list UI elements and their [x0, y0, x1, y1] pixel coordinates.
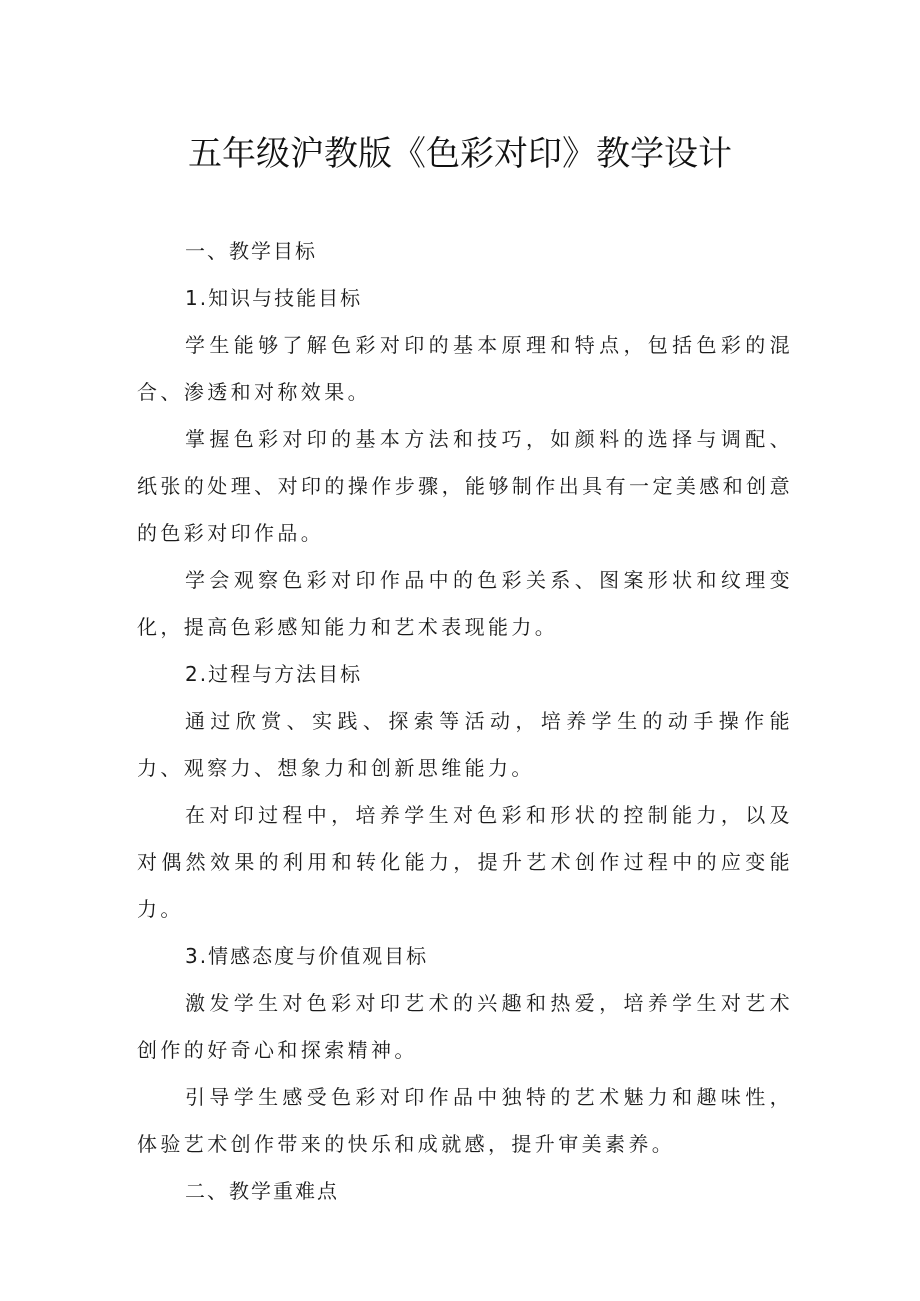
- section-heading-objectives: 一、教学目标: [185, 239, 317, 263]
- paragraph: 掌握色彩对印的基本方法和技巧，如颜料的选择与调配、纸张的处理、对印的操作步骤，能够制作出具有一定美感和创意的色彩对印作品。: [137, 427, 793, 545]
- paragraph: 学会观察色彩对印作品中的色彩关系、图案形状和纹理变化，提高色彩感知能力和艺术表现能力。: [137, 568, 793, 639]
- document-body: [137, 228, 793, 1215]
- paragraph: 引导学生感受色彩对印作品中独特的艺术魅力和趣味性，体验艺术创作带来的快乐和成就感，提升审美素养。: [137, 1085, 793, 1156]
- paragraph: 学生能够了解色彩对印的基本原理和特点，包括色彩的混合、渗透和对称效果。: [137, 333, 793, 404]
- paragraph: 在对印过程中，培养学生对色彩和形状的控制能力，以及对偶然效果的利用和转化能力，提升艺术创作过程中的应变能力。: [137, 803, 793, 921]
- subheading-process-method: 2.过程与方法目标: [185, 662, 363, 686]
- paragraph: 通过欣赏、实践、探索等活动，培养学生的动手操作能力、观察力、想象力和创新思维能力。: [137, 709, 793, 780]
- subheading-emotion-values: 3.情感态度与价值观目标: [185, 944, 429, 968]
- subheading-knowledge-skills: 1.知识与技能目标: [185, 286, 363, 310]
- section-heading-key-difficulties: 二、教学重难点: [185, 1179, 339, 1203]
- paragraph: 激发学生对色彩对印艺术的兴趣和热爱，培养学生对艺术创作的好奇心和探索精神。: [137, 991, 793, 1062]
- document-title: 五年级沪教版《色彩对印》教学设计: [188, 134, 732, 174]
